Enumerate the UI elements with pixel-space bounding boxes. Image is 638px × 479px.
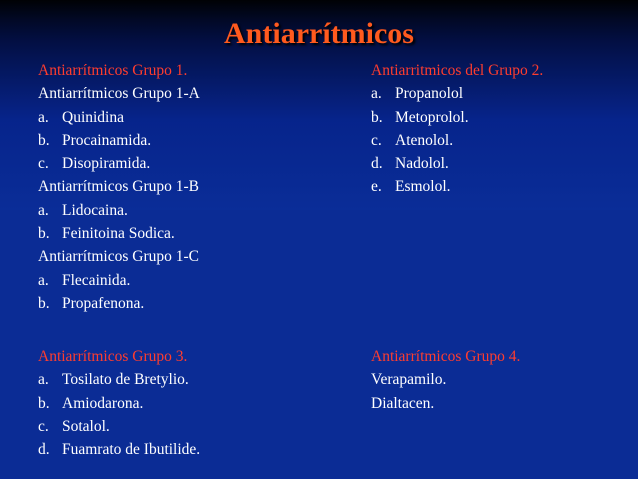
list-marker: c. (371, 131, 382, 149)
list-item (38, 415, 200, 438)
list-marker: e. (371, 178, 382, 196)
list-marker: d. (371, 155, 383, 173)
drug-name: Verapamilo. (371, 371, 447, 389)
list-marker: b. (38, 294, 50, 312)
group1a-subheading: Antiarrítmicos Grupo 1-A (38, 85, 200, 103)
drug-name: Amiodarona. (62, 394, 144, 412)
list-item (38, 438, 200, 461)
list-item (371, 152, 543, 175)
list-item (371, 106, 543, 129)
group2-column (371, 59, 543, 199)
list-item (371, 175, 543, 198)
list-marker: a. (38, 371, 49, 389)
group1b-subheading: Antiarrítmicos Grupo 1-B (38, 178, 200, 196)
group4-heading: Antiarrítmicos Grupo 4. (371, 348, 521, 365)
list-marker: b. (38, 225, 50, 243)
list-marker: a. (38, 201, 49, 219)
list-marker: b. (371, 108, 383, 126)
group3-heading: Antiarrítmicos Grupo 3. (38, 348, 188, 365)
drug-name: Dialtacen. (371, 394, 435, 412)
drug-name: Disopiramida. (62, 155, 151, 173)
list-marker: b. (38, 394, 50, 412)
group1-heading: Antiarrítmicos Grupo 1. (38, 62, 188, 79)
group3-column (38, 345, 200, 461)
drug-name: Fuamrato de Ibutilide. (62, 441, 201, 459)
drug-name: Atenolol. (395, 131, 454, 149)
list-marker: c. (38, 417, 49, 435)
drug-name: Feinitoina Sodica. (62, 225, 175, 243)
list-marker: d. (38, 441, 50, 459)
drug-name: Sotalol. (62, 417, 110, 435)
list-marker: c. (38, 155, 49, 173)
group1c-subheading: Antiarrítmicos Grupo 1-C (38, 248, 200, 266)
list-marker: b. (38, 131, 50, 149)
drug-name: Flecainida. (62, 271, 131, 289)
list-item (38, 368, 200, 391)
drug-name: Procainamida. (62, 131, 152, 149)
list-item (38, 269, 200, 292)
drug-name: Lidocaina. (62, 201, 128, 219)
drug-name: Tosilato de Bretylio. (62, 371, 189, 389)
drug-name: Quinidina (62, 108, 124, 126)
list-item (38, 199, 200, 222)
drug-name: Esmolol. (395, 178, 451, 196)
drug-name: Propanolol (395, 85, 464, 103)
list-item (371, 129, 543, 152)
drug-name: Nadolol. (395, 155, 449, 173)
slide-title: Antiarrítmicos (224, 17, 414, 50)
list-item (38, 152, 200, 175)
list-item (371, 82, 543, 105)
drug-name: Propafenona. (62, 294, 145, 312)
list-item (38, 292, 200, 315)
group1-column (38, 59, 200, 315)
list-item (38, 222, 200, 245)
group4-column (371, 345, 520, 415)
list-item (38, 106, 200, 129)
list-item (38, 392, 200, 415)
list-marker: a. (371, 85, 382, 103)
list-marker: a. (38, 108, 49, 126)
list-marker: a. (38, 271, 49, 289)
drug-name: Metoprolol. (395, 108, 469, 126)
group2-heading: Antiarritmicos del Grupo 2. (371, 62, 544, 79)
list-item (38, 129, 200, 152)
